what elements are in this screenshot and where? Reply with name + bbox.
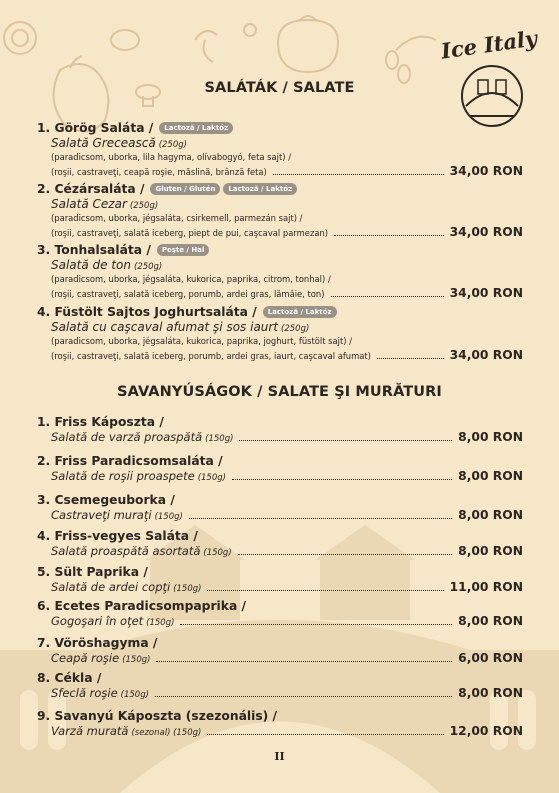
dot-leader — [331, 296, 444, 297]
dot-leader — [334, 235, 444, 236]
salad-item — [37, 242, 523, 300]
item-weight: (150g) — [205, 434, 234, 444]
item-subtitle: Salată proaspătă asortată — [51, 544, 201, 558]
item-subtitle: Salată de varză proaspătă — [51, 430, 203, 444]
item-name: 2. Cézársaláta / — [37, 182, 145, 196]
item-weight: (150g) — [173, 584, 202, 594]
item-name: 1. Görög Saláta / — [37, 121, 154, 135]
allergen-badge: Lactoză / Laktóz — [159, 122, 233, 134]
pickle-item — [37, 492, 523, 524]
item-subtitle: Varză murată — [51, 724, 129, 738]
item-subtitle: Salată de roşii proaspete — [51, 469, 195, 483]
item-price: 8,00 RON — [458, 430, 523, 444]
item-subtitle: Salată cu caşcaval afumat şi sos iaurt — [51, 320, 279, 334]
item-name: 1. Friss Káposzta / — [37, 415, 164, 429]
item-subtitle: Castraveţi muraţi — [51, 508, 152, 522]
item-weight: (250g) — [158, 140, 187, 150]
dot-leader — [273, 174, 444, 175]
item-weight: (250g) — [129, 201, 159, 211]
pickle-item — [37, 598, 523, 630]
dot-leader — [238, 554, 453, 555]
section-title-pickles: SAVANYÚSÁGOK / SALATE ŞI MURĂTURI — [117, 384, 442, 400]
item-weight: (150g) — [197, 473, 226, 483]
pickle-item — [37, 635, 523, 667]
allergen-badge: Lactoză / Laktóz — [223, 183, 297, 195]
item-price: 34,00 RON — [449, 224, 523, 239]
item-subtitle: Ceapă roşie — [51, 651, 120, 665]
item-description: (paradicsom, uborka, jégsaláta, csirkemell, parmezán sajt) / — [51, 213, 303, 223]
item-price: 12,00 RON — [449, 724, 523, 738]
item-weight: (150g) — [146, 618, 175, 628]
item-description: (roşii, castraveţi, salată iceberg, piept de pui, caşcaval parmezan) — [51, 227, 329, 238]
pickle-item — [37, 453, 523, 485]
item-price: 8,00 RON — [458, 614, 523, 628]
dot-leader — [180, 624, 452, 625]
allergen-badge: Gluten / Glutén — [150, 183, 220, 195]
page-number: II — [274, 750, 285, 763]
item-weight: (150g) — [154, 512, 183, 522]
item-name: 2. Friss Paradicsomsaláta / — [37, 454, 223, 468]
item-weight: (250g) — [134, 262, 163, 272]
salad-item — [37, 120, 523, 178]
item-price: 8,00 RON — [458, 544, 523, 558]
item-price: 8,00 RON — [458, 686, 523, 700]
item-subtitle: Salată de ardei copţi — [51, 580, 171, 594]
pickle-item — [37, 564, 523, 596]
item-description: (paradicsom, uborka, jégsaláta, kukorica, paprika, joghurt, füstölt sajt) / — [51, 336, 353, 346]
pickle-item — [37, 708, 523, 740]
item-description: (roşii, castraveţi, salată iceberg, porumb, ardei gras, lămâie, ton) — [51, 288, 325, 299]
item-name: 5. Sült Paprika / — [37, 565, 148, 579]
dot-leader — [207, 590, 443, 591]
allergen-badge: Peşte / Hal — [157, 244, 210, 256]
section-title-salads: SALÁTÁK / SALATE — [204, 80, 355, 96]
item-subtitle: Salată Grecească — [51, 136, 156, 150]
dot-leader — [156, 661, 452, 662]
item-price: 8,00 RON — [458, 469, 523, 483]
item-price: 34,00 RON — [449, 163, 523, 178]
item-name: 9. Savanyú Káposzta (szezonális) / — [37, 709, 278, 723]
item-price: 11,00 RON — [449, 580, 523, 594]
allergen-badge: Lactoză / Laktóz — [263, 306, 337, 318]
item-name: 6. Ecetes Paradicsompaprika / — [37, 599, 247, 613]
pickle-item — [37, 670, 523, 702]
item-name: 8. Cékla / — [37, 671, 102, 685]
item-description: (roşii, castraveţi, ceapă roşie, măslină, brânză feta) — [51, 166, 267, 177]
item-name: 3. Tonhalsaláta / — [37, 243, 151, 257]
logo-text: Ice Italy — [439, 25, 539, 64]
dot-leader — [377, 358, 444, 359]
pickle-item — [37, 414, 523, 446]
item-name: 3. Csemegeuborka / — [37, 493, 175, 507]
item-price: 34,00 RON — [449, 347, 523, 362]
item-weight: (150g) — [122, 655, 151, 665]
item-weight: (150g) — [120, 690, 149, 700]
dot-leader — [232, 479, 452, 480]
item-name: 7. Vöröshagyma / — [37, 636, 158, 650]
item-subtitle: Gogoşari în oţet — [51, 614, 144, 628]
dot-leader — [239, 440, 452, 441]
item-subtitle: Salată de ton — [51, 258, 131, 272]
pickle-item — [37, 528, 523, 560]
item-weight: (150g) — [203, 548, 232, 558]
item-name: 4. Füstölt Sajtos Joghurtsaláta / — [37, 305, 257, 319]
item-description: (paradicsom, uborka, lila hagyma, olívabogyó, feta sajt) / — [51, 152, 292, 162]
item-price: 8,00 RON — [458, 508, 523, 522]
item-subtitle: Sfeclă roşie — [51, 686, 118, 700]
item-weight: (250g) — [281, 324, 310, 334]
item-price: 6,00 RON — [458, 651, 523, 665]
dot-leader — [189, 518, 452, 519]
item-description: (roşii, castraveţi, salată iceberg, porumb, ardei gras, iaurt, caşcaval afumat) — [51, 350, 371, 361]
salad-item — [37, 304, 523, 362]
dot-leader — [155, 696, 452, 697]
item-subtitle: Salată Cezar — [51, 197, 127, 211]
dot-leader — [207, 734, 443, 735]
salad-item — [37, 181, 523, 239]
item-price: 34,00 RON — [449, 285, 523, 300]
item-name: 4. Friss-vegyes Saláta / — [37, 529, 198, 543]
item-weight: (sezonal) (150g) — [131, 728, 202, 738]
item-description: (paradicsom, uborka, jégsaláta, kukorica, paprika, citrom, tonhal) / — [51, 274, 331, 284]
